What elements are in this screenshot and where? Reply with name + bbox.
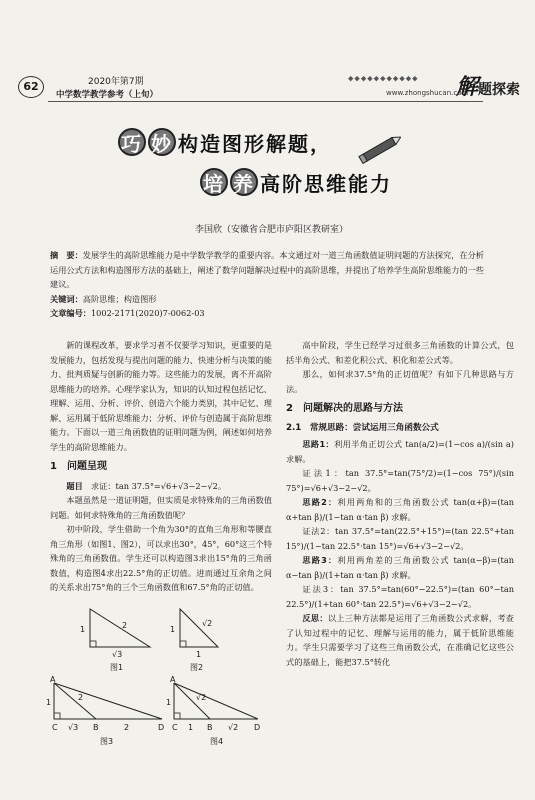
figure-4-label: √2 <box>196 692 207 702</box>
title-line-1 <box>118 128 332 157</box>
pen-icon <box>354 127 407 170</box>
journal-name: 中学数学教学参考（上旬） <box>56 90 159 100</box>
problem-statement <box>50 479 272 494</box>
figure-4-label: 1 <box>188 722 194 732</box>
figure-3-caption: 图3 <box>100 736 114 746</box>
figure-3-label: 2 <box>78 692 84 702</box>
proof-1: 证法1：tan 37.5°=tan(75°/2)=(1−cos 75°)/(sin 75°)=√6+√3−2−√2。 <box>286 468 514 493</box>
figure-4-right-angle <box>174 713 180 719</box>
figure-2-label: √2 <box>202 618 213 628</box>
keywords-text: 高阶思维；构造图形 <box>82 293 157 304</box>
paragraph: 那么，如何求37.5°角的正切值呢？有如下几种思路与方法。 <box>286 369 514 394</box>
author-line: 李国欣（安徽省合肥市庐阳区教研室） <box>195 225 349 235</box>
figure-1-label: 1 <box>80 624 86 634</box>
figure-3-point-label: B <box>93 722 99 732</box>
title-line-1-text: 构造图形解题， <box>178 132 332 156</box>
figure-4-caption: 图4 <box>210 736 224 746</box>
figure-3-point-label: D <box>158 722 165 732</box>
proof-3: 证法3：tan 37.5°=tan(60°−22.5°)=(tan 60°−tan 22.5°)/(1+tan 60°·tan 22.5°)=√6+√3−2−√2。 <box>286 584 514 609</box>
figure-1-right-angle <box>90 641 96 647</box>
page-header <box>18 70 523 110</box>
figure-4-edge <box>174 683 258 719</box>
figure-3-point-label: A <box>50 674 56 684</box>
column-logo <box>456 70 520 101</box>
website: www.zhongshucan.com <box>386 89 469 97</box>
paragraph: 本题虽然是一道证明题，但实质是求特殊角的三角函数值问题。如何求特殊角的三角函数值呢？ <box>50 495 272 520</box>
idea-text: 利用半角正切公式 tan(a/2)=(1−cos a)/(sin a) 求解。 <box>286 439 515 464</box>
page-number: 62 <box>18 76 44 98</box>
figure-4-label: √2 <box>228 722 239 732</box>
figure-2-right-angle <box>180 641 186 647</box>
idea-label: 思路1： <box>302 439 335 449</box>
section-heading: 1 问题呈现 <box>50 461 107 472</box>
issue-label: 2020年第7期 <box>88 77 144 87</box>
reflection-text: 以上三种方法都是运用了三角函数公式求解，考查了认知过程中的记忆、理解与运用的能力，属于低阶思维能力。学生只需要学习了这些三角函数公式，在准确记忆这些公式的基础上，能把37.5°转化 <box>286 613 514 667</box>
idea-1 <box>286 437 514 466</box>
figure-3-label: √3 <box>68 722 79 732</box>
paragraph: 高中阶段，学生已经学习过很多三角函数的计算公式，包括半角公式、和差化积公式、积化和差公式等。 <box>286 340 514 365</box>
abstract <box>50 248 490 292</box>
figure-3-right-angle <box>54 713 60 719</box>
problem-label: 题目 <box>66 480 83 491</box>
title-circled-char: 养 <box>230 168 258 196</box>
section-heading: 2 问题解决的思路与方法 <box>286 403 403 414</box>
reflection <box>286 611 514 669</box>
article-number-label: 文章编号： <box>50 308 91 318</box>
subsection-heading: 2.1 常规思路：尝试运用三角函数公式 <box>286 422 439 433</box>
header-rule <box>48 101 483 102</box>
header-dots: ◆◆◆◆◆◆◆◆◆◆◆ <box>348 74 419 84</box>
idea-label: 思路2： <box>302 497 338 507</box>
title-circled-char: 巧 <box>118 128 146 156</box>
abstract-label: 摘 要： <box>50 250 83 260</box>
idea-3 <box>286 553 514 582</box>
figure-1-label: √3 <box>112 649 123 659</box>
right-column <box>286 338 514 669</box>
figures <box>46 601 272 751</box>
figure-1-triangle <box>90 609 150 647</box>
figure-3-label: 2 <box>124 722 130 732</box>
problem-text: 求证：tan 37.5°=√6+√3−2−√2。 <box>90 480 227 491</box>
article-number <box>50 306 490 321</box>
abstract-block <box>50 248 490 321</box>
figure-2-caption: 图2 <box>190 662 204 672</box>
figure-4-label: 1 <box>166 697 172 707</box>
abstract-text: 发展学生的高阶思维能力是中学数学教学的重要内容。本文通过对一道三角函数值证明问题的方法探究，在分析运用公式方法和构造图形方法的基础上，阐述了数学问题解决过程中的高阶思维，并提出了培养学生高阶思维能力的一些建议。 <box>50 250 484 289</box>
title-block <box>0 120 535 210</box>
figure-3-edge <box>54 683 162 719</box>
figure-1-caption: 图1 <box>110 662 124 672</box>
left-column <box>46 338 272 751</box>
article-number-value: 1002-2171(2020)7-0062-03 <box>90 308 205 318</box>
idea-label: 思路3： <box>302 555 338 565</box>
figure-1-label: 2 <box>122 620 128 630</box>
title-circled-char: 培 <box>200 168 228 196</box>
figure-3-point-label: C <box>52 722 58 732</box>
column-rest: 题探索 <box>478 82 521 98</box>
figure-4-point-label: D <box>254 722 261 732</box>
intro-paragraph: 新的课程改革，要求学习者不仅要学习知识，更重要的是发展能力，包括发现与提出问题的能力、快速分析与决策的能力、批判质疑与创新的能力等。这些能力的发展，离不开高阶思维能力的培养。心理学家认为，知识的认知过程包括记忆、理解、运用、分析、评价、创造六个能力类别，其中记忆、理解、运用属于低阶思维能力；分析、评价与创造属于高阶思维能力。下面以一道三角函数值的证明问题为例，阐述如何培养学生的高阶思维能力。 <box>50 340 272 452</box>
figure-4-point-label: A <box>170 674 176 684</box>
idea-text: 利用两角差的三角函数公式 tan(α−β)=(tan α−tan β)/(1+tan α·tan β) 求解。 <box>286 555 515 580</box>
idea-text: 利用两角和的三角函数公式 tan(α+β)=(tan α+tan β)/(1−tan α·tan β) 求解。 <box>286 497 515 522</box>
figure-3-label: 1 <box>46 697 52 707</box>
figure-2-label: 1 <box>170 624 176 634</box>
figure-4-point-label: B <box>207 722 213 732</box>
figure-4-point-label: C <box>172 722 178 732</box>
figure-2-label: 1 <box>196 649 202 659</box>
paragraph: 初中阶段，学生借助一个角为30°的直角三角形和等腰直角三角形（如图1、图2），可以求出30°，45°，60°这三个特殊角的三角函数值。学生还可以构造图3求出15°角的三角函数值，构造图4求出22.5°角的正切值。进而通过互余角之间的关系求出75°角的三个三角函数值和67.5°角的正切值。 <box>50 524 272 592</box>
title-line-2 <box>200 168 392 197</box>
idea-2 <box>286 495 514 524</box>
reflection-label: 反思： <box>302 613 328 623</box>
keywords <box>50 292 490 307</box>
title-circled-char: 妙 <box>148 128 176 156</box>
column-big-char: 解 <box>456 74 479 100</box>
keywords-label: 关键词： <box>50 293 83 304</box>
proof-2: 证法2：tan 37.5°=tan(22.5°+15°)=(tan 22.5°+tan 15°)/(1−tan 22.5°·tan 15°)=√6+√3−2−√2。 <box>286 526 514 551</box>
title-line-2-text: 高阶思维能力 <box>260 172 392 196</box>
